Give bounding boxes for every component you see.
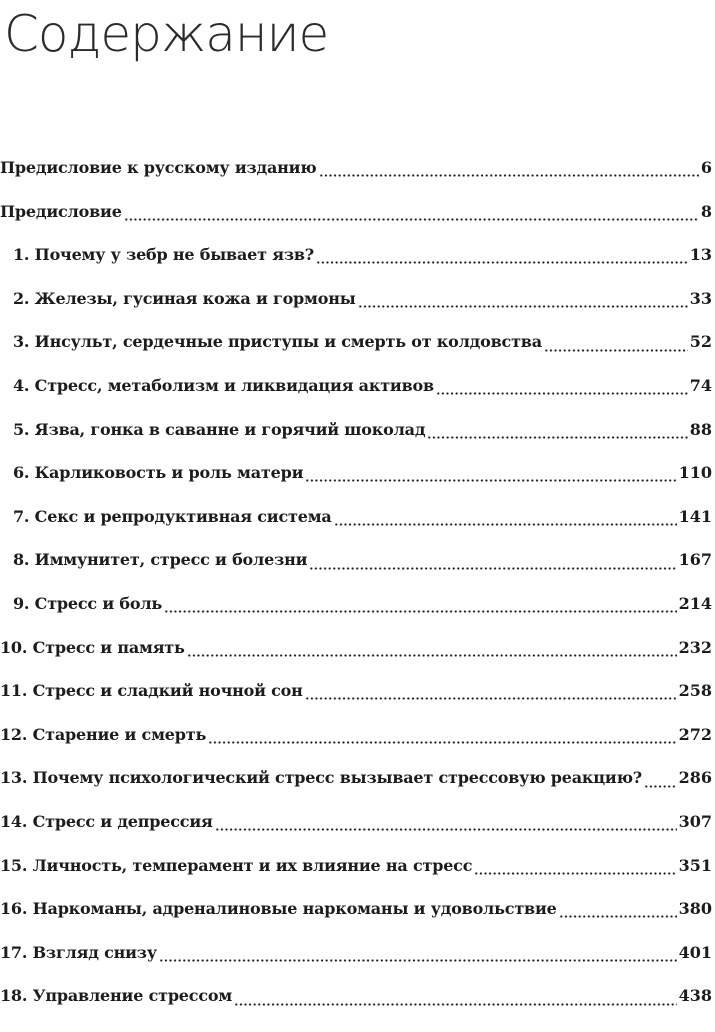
toc-entry-title: Предисловие — [0, 201, 122, 221]
toc-entry-title: 4. Стресс, метаболизм и ликвидация активов — [13, 375, 434, 395]
dot-leader — [334, 523, 677, 526]
dot-leader — [316, 261, 688, 264]
toc-entry-page: 88 — [689, 419, 712, 439]
toc-entry[interactable] — [0, 844, 712, 888]
dot-leader — [305, 479, 676, 482]
toc-entry-title: 3. Инсульт, сердечные приступы и смерть от колдовства — [13, 332, 542, 352]
dot-leader — [427, 436, 687, 439]
dot-leader — [436, 392, 688, 395]
dot-leader — [208, 741, 676, 744]
toc-entry-page: 167 — [678, 550, 712, 570]
toc-entry-title: Предисловие к русскому изданию — [0, 158, 317, 177]
page-title: Содержание — [4, 5, 329, 63]
toc-entry[interactable] — [0, 320, 712, 364]
toc-entry-page: 74 — [689, 375, 712, 395]
toc-entry[interactable] — [0, 538, 712, 582]
toc-entry[interactable] — [0, 887, 712, 931]
toc-entry-title: 11. Стресс и сладкий ночной сон — [0, 681, 303, 701]
toc-entry[interactable] — [0, 233, 712, 277]
toc-entry-page: 401 — [678, 942, 712, 962]
toc-entry-page: 214 — [678, 593, 712, 613]
toc-entry[interactable] — [0, 713, 712, 757]
dot-leader — [164, 610, 677, 613]
toc-entry-title: 8. Иммунитет, стресс и болезни — [13, 550, 308, 570]
toc-entry[interactable] — [0, 146, 712, 190]
toc-entry-page: 438 — [678, 986, 712, 1006]
toc-entry-title: 17. Взгляд снизу — [0, 942, 157, 962]
toc-entry-page: 272 — [678, 724, 712, 744]
toc-entry-title: 18. Управление стрессом — [0, 986, 233, 1006]
toc-entry-title: 9. Стресс и боль — [13, 593, 163, 613]
toc-entry-page: 286 — [678, 768, 712, 788]
toc-entry-title: 13. Почему психологический стресс вызывает стрессовую реакцию? — [0, 768, 642, 788]
toc-entry-page: 307 — [678, 811, 712, 831]
toc-entry-page: 258 — [678, 681, 712, 701]
dot-leader — [319, 174, 699, 177]
toc-entry-page: 232 — [678, 637, 712, 657]
toc-entry-title: 1. Почему у зебр не бывает язв? — [13, 245, 314, 265]
toc-entry-title: 6. Карликовость и роль матери — [13, 463, 304, 483]
toc-entry[interactable] — [0, 451, 712, 495]
toc-entry-title: 5. Язва, гонка в саванне и горячий шоколад — [13, 419, 426, 439]
table-of-contents — [0, 146, 712, 1018]
toc-entry[interactable] — [0, 669, 712, 713]
dot-leader — [358, 305, 688, 308]
toc-entry-page: 6 — [700, 158, 712, 177]
dot-leader — [124, 218, 699, 221]
toc-entry[interactable] — [0, 408, 712, 452]
dot-leader — [644, 785, 677, 788]
dot-leader — [544, 349, 688, 352]
dot-leader — [234, 1003, 677, 1006]
toc-entry-title: 15. Личность, темперамент и их влияние на стресс — [0, 855, 473, 875]
dot-leader — [474, 872, 676, 875]
toc-entry-title: 16. Наркоманы, адреналиновые наркоманы и удовольствие — [0, 899, 557, 919]
dot-leader — [187, 654, 677, 657]
toc-entry-page: 52 — [689, 332, 712, 352]
dot-leader — [559, 915, 677, 918]
toc-entry-title: 14. Стресс и депрессия — [0, 811, 213, 831]
toc-entry-title: 10. Стресс и память — [0, 637, 185, 657]
toc-entry[interactable] — [0, 756, 712, 800]
toc-entry-page: 351 — [678, 855, 712, 875]
toc-entry-title: 7. Секс и репродуктивная система — [13, 506, 332, 526]
toc-entry[interactable] — [0, 931, 712, 975]
dot-leader — [305, 697, 677, 700]
dot-leader — [309, 567, 676, 570]
toc-entry[interactable] — [0, 582, 712, 626]
toc-entry[interactable] — [0, 800, 712, 844]
toc-entry-page: 8 — [700, 201, 712, 221]
dot-leader — [159, 959, 677, 962]
toc-entry-title: 12. Старение и смерть — [0, 724, 207, 744]
toc-entry-page: 110 — [678, 463, 712, 483]
toc-entry[interactable] — [0, 495, 712, 539]
toc-entry[interactable] — [0, 277, 712, 321]
toc-entry-page: 13 — [689, 245, 712, 265]
toc-entry[interactable] — [0, 974, 712, 1018]
toc-entry[interactable] — [0, 626, 712, 670]
toc-entry-page: 380 — [678, 899, 712, 919]
toc-entry-title: 2. Железы, гусиная кожа и гормоны — [13, 288, 356, 308]
toc-entry[interactable] — [0, 190, 712, 234]
toc-entry[interactable] — [0, 364, 712, 408]
dot-leader — [215, 828, 677, 831]
toc-entry-page: 141 — [678, 506, 712, 526]
toc-entry-page: 33 — [689, 288, 712, 308]
